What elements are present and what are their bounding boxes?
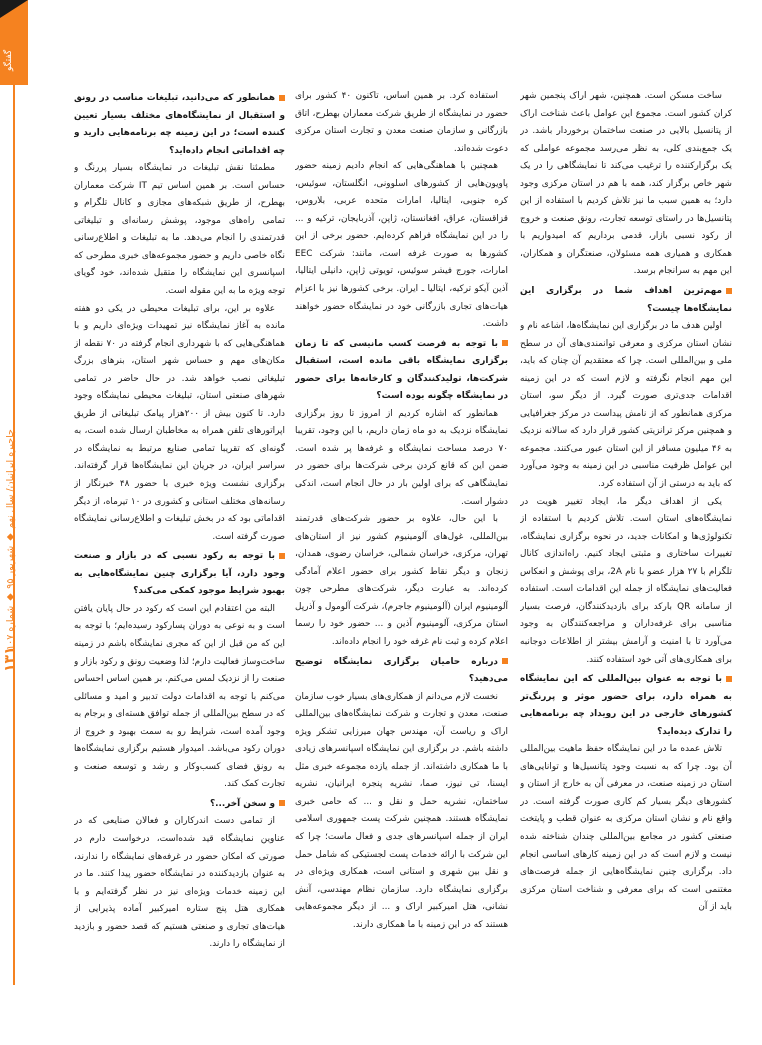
interview-question (74, 548, 285, 601)
corner-decoration (0, 0, 28, 18)
question-marker-icon (279, 95, 285, 101)
column-middle (295, 88, 508, 968)
body-paragraph: همچنین با هماهنگی‌هایی که انجام دادیم زمینه حضور پاویون‌هایی از کشورهای اسلوونی، انگلستان، سوئیس، کره جنوبی، ایتالیا، امارات متحده عربی، بلاروس، قزاقستان، عراق، افغانستان، ژاپن، آذربایجان، ترکیه و ... را در این نمایشگاه فراهم کرده‌ایم. حضور برخی از این کشورها به صورت غرفه است، مانند: شرکت EEC امارات، جورج فیشر سوئیس، تویوتی ژاپن، دانیلی ایتالیا، آذین آیکو ترکیه، ایتالیا ـ ایران. برخی کشورها نیز با اعزام هیات‌های تجاری بازرگانی خود در نمایشگاه حضور خواهند داشت. (295, 161, 508, 330)
column-right (520, 88, 732, 968)
section-tab (0, 0, 28, 85)
section-tag: گفتگو (4, 49, 14, 71)
question-marker-icon (726, 288, 732, 294)
interview-question (74, 90, 285, 160)
question-text: همانطور که می‌دانید، تبلیغات مناسب در رونق و استقبال از نمایشگاه‌های مختلف بسیار تعیین کننده است؛ در این زمینه چه برنامه‌هایی دارید و چه اقداماتی انجام داده‌اید؟ (74, 93, 285, 156)
body-paragraph: با این حال، علاوه بر حضور شرکت‌های قدرتمند بین‌المللی، غول‌های آلومینیوم کشور نیز از استان‌های تهران، مرکزی، خراسان شمالی، خراسان رضوی، همدان، زنجان و دیگر نقاط کشور برای حضور اعلام آمادگی کرده‌اند. به عبارت دیگر، شرکت‌های مطرحی چون آلومینیوم ایران (آلومینیوم جاجرم)، شرکت آلومول و آذرپل استان مرکزی، آلومینیوم آذین و ... حضور خود را رسما اعلام کرده و ثبت نام غرفه خود را انجام داده‌اند. (295, 514, 508, 647)
sidebar (0, 0, 28, 1045)
question-text: درباره حامیان برگزاری نمایشگاه توضیح می‌دهید؟ (295, 656, 508, 685)
interview-question (74, 796, 285, 814)
question-text: با توجه به عنوان بین‌المللی که این نمایشگاه به همراه دارد، برای حضور موثر و پررنگ‌تر کشورهای خارجی در این رویداد چه برنامه‌هایی را تدارک دیده‌اید؟ (520, 674, 732, 737)
question-marker-icon (279, 553, 285, 559)
body-paragraph: تلاش عمده ما در این نمایشگاه حفظ ماهیت بین‌المللی آن بود. چرا که به نسبت وجود پتانسیل‌ها و توانایی‌های استان در زمینه صنعت، در معرفی آن به خارج از استان و کشورهای دیگر بسیار کم کاری صورت گرفته است. در واقع نام و نشان استان مرکزی به عنوان قطب و پایتخت صنعتی کشور در مجامع بین‌المللی چندان شناخته شده نیست و لازم است که در این زمینه کارهای اساسی انجام داد. برگزاری چنین نمایشگاه‌هایی از جمله فرصت‌های مغتنمی است که برای معرفی و شناخت استان مرکزی باید از آن (520, 744, 732, 913)
body-paragraph: علاوه بر این، برای تبلیغات محیطی در یکی دو هفته مانده به آغاز نمایشگاه نیز تمهیدات ویژه‌ای داریم و با هماهنگی‌هایی که با شهرداری انجام گرفته در ۷۰ نقطه از مکان‌های مهم و حساس شهر استان، بنرهای بزرگ تبلیغاتی نصب خواهد شد. در حال حاضر در تمامی شهرهای صنعتی استان، تبلیغات محیطی نمایشگاه وجود دارد. تا کنون بیش از ۲۰۰هزار پیامک تبلیغاتی از طریق اپراتورهای تلفن همراه به مخاطبان ارسال شده است، به گونه‌ای که تقریبا تمامی صنایع مرتبط به نمایشگاه در سراسر ایران، در جریان این نمایشگاه‌ها قرار گرفته‌اند. برگزاری نشست ویژه خبری با حضور ۴۸ خبرنگار از رسانه‌های مختلف استانی و کشوری در ۱۰ تیرماه، از دیگر اقداماتی بود که در بخش تبلیغات و اطلاع‌رسانی نمایشگاه صورت گرفته است. (74, 303, 285, 542)
question-text: و سخن آخر...؟ (209, 798, 275, 809)
question-marker-icon (502, 340, 508, 346)
column-left (74, 88, 285, 968)
issue-info: چاچیره ایرانیان/ سال نهم ◆ شهریور ۹۵ ◆ شماره ۱۰۷ (5, 429, 16, 650)
body-paragraph: همانطور که اشاره کردیم از امروز تا روز برگزاری نمایشگاه نزدیک به دو ماه زمان داریم، با این وجود، تقریبا ۷۰ درصد مساحت نمایشگاه و غرفه‌ها پر شده است. ضمن این که قانع کردن برخی شرکت‌ها برای حضور در نمایشگاهی که برای اولین بار در حال انجام است، اندکی دشوار است. (295, 408, 508, 507)
body-paragraph: یکی از اهداف دیگر ما، ایجاد تغییر هویت در نمایشگاه‌های استان است. تلاش کردیم با استفاده از تکنولوژی‌ها و امکانات جدید، در نحوه برگزاری نمایشگاه، تغییرات ساختاری و مثبتی ایجاد کنیم. راه‌اندازی کانال تلگرام با ۲۷ هزار عضو با نام 2A، برای پوشش و انعکاس فعالیت‌های نمایشگاه از جمله این اقدامات است. استفاده از سامانه QR بارکد برای بازدیدکنندگان، فرصت بسیار مناسبی برای غرفه‌داران و مراجعه‌کنندگان به وجود می‌آورد تا با امنیت و آرامش بیشتر از اطلاعات دوجانبه برای همکاری‌های آتی خود استفاده کنند. (520, 496, 732, 665)
question-marker-icon (279, 800, 285, 806)
interview-question (295, 336, 508, 406)
question-marker-icon (502, 658, 508, 664)
question-text: مهم‌ترین اهداف شما در برگزاری این نمایشگاه‌ها چیست؟ (520, 286, 732, 314)
interview-question (295, 654, 508, 689)
interview-question (520, 283, 732, 318)
body-paragraph: نخست لازم می‌دانم از همکاری‌های بسیار خوب سازمان صنعت، معدن و تجارت و شرکت نمایشگاه‌های بین‌المللی اراک و ریاست آن، مهندس جهان میرزایی تشکر ویژه داشته باشم. در برگزاری این نمایشگاه اسپانسرهای زیادی با ما همکاری داشته‌اند. از جمله یازده مجموعه خبری مثل ایسنا، تی نیوز، صما، نشریه پنجره ایرانیان، نشریه ساختمان، نشریه حمل و نقل و ... که حامی خبری نمایشگاه هستند. همچنین شرکت پست جمهوری اسلامی ایران از جمله اسپانسرهای جدی و فعال ماست؛ چرا که این شرکت با ارائه خدمات پست لجستیکی که شامل حمل و نقل بین شهری و استانی است، همکاری ویژه‌ای در برگزاری نمایشگاه دارد. سازمان نظام مهندسی، آنش نشانی، هتل امیرکبیر اراک و ... از دیگر مجموعه‌هایی هستند که در این زمینه با ما همکاری دارند. (295, 691, 508, 930)
interview-question (520, 671, 732, 741)
body-paragraph: اولین هدف ما در برگزاری این نمایشگاه‌ها، اشاعه نام و نشان استان مرکزی و معرفی توانمندی‌های آن در سطح ملی و بین‌المللی است. چرا که معتقدیم آن چنان که باید، این مهم انجام نگرفته و لازم است که در این زمینه اقدامات جدی‌تری صورت گیرد. از دیگر سو، استان مرکزی همانطور که از نامش پیداست در مرکز جغرافیایی و همچنین مرکز ترانزیتی کشور قرار دارد که سالانه نزدیک به ۴۶ میلیون مسافر از این استان عبور می‌کنند. مجموعه این عوامل ظرفیت مناسبی در این زمینه به وجود می‌آورد که باید به درستی از آن استفاده کرد. (520, 321, 732, 490)
question-text: با توجه به فرصت کسب مانیسی که تا زمان برگزاری نمایشگاه باقی مانده است، استقبال شرکت‌ها، تولیدکنندگان و کارخانه‌ها برای حضور در نمایشگاه چگونه بوده است؟ (295, 338, 508, 402)
question-marker-icon (726, 676, 732, 682)
body-paragraph: از تمامی دست اندرکاران و فعالان صنایعی که در عناوین نمایشگاه قید شده‌است، درخواست دارم در صورتی که امکان حضور در غرفه‌های نمایشگاه را ندارند، به عنوان بازدیدکننده در نمایشگاه حضور پیدا کنند. ما در این زمینه خدمات ویژه‌ای نیز در نظر گرفته‌ایم و با همکاری هتل پنج ستاره امیرکبیر آماده پذیرایی از هیات‌های تجاری و صنعتی هستیم که قصد حضور و بازدید از نمایشگاه را دارند. (74, 816, 285, 950)
body-paragraph: استفاده کرد. بر همین اساس، تاکنون ۴۰ کشور برای حضور در نمایشگاه از طریق شرکت معماران بهطرح، اتاق بازرگانی و سازمان صنعت معدن و تجارت استان مرکزی دعوت شده‌اند. (295, 91, 508, 154)
body-paragraph: البته من اعتقادم این است که رکود در حال پایان یافتن است و به نوعی به دوران پسارکود رسیده‌ایم؛ با توجه به این که من قبل از این که مجری نمایشگاه باشم در زمینه ساخت‌وساز فعالیت دارم؛ لذا وضعیت رونق و رکود بازار و صنعت را از نزدیک لمس می‌کنم. بر همین اساس احساس می‌کنم با توجه به اقدامات دولت تدبیر و امید و مسائلی که در سطح بین‌المللی از جمله توافق هسته‌ای و برجام به وجود آمده است، شرایط رو به سمت بهبود و خروج از دوران رکود می‌باشد. امیدوار هستیم برگزاری نمایشگاه‌ها به رونق فضای کسب‌وکار و رشد و توسعه صنعت و تجارت کمک کند. (74, 603, 285, 790)
body-paragraph: ساخت مسکن است. همچنین، شهر اراک پنجمین شهر کران کشور است. مجموع این عوامل باعث شناخت اراک از پتانسیل بالایی در صنعت ساختمان برخوردار باشد. در یک جمع‌بندی کلی، به نظر می‌رسد مجموعه عواملی که یک برگزارکننده را ترغیب می‌کند تا نمایشگاهی را در یک شهر خاص برگزار کند، همه با هم در استان مرکزی وجود دارد؛ به همین سبب ما نیز تلاش کردیم با استفاده از این پتانسیل‌ها در راستای توسعه تجارت، رونق صنعت و خروج از رکود نسبی بازار، قدمی برداریم که امیدواریم با همکاری و همیاری همه مسئولان، صنعتگران و همکاران، این مهم به سرانجام برسد. (520, 91, 732, 277)
question-text: با توجه به رکود نسبی که در بازار و صنعت وجود دارد، آیا برگزاری چنین نمایشگاه‌هایی به بهبود شرایط موجود کمکی می‌کند؟ (74, 551, 285, 597)
body-paragraph: مطمئنا نقش تبلیغات در نمایشگاه بسیار پررنگ و حساس است. بر همین اساس تیم IT شرکت معماران بهطرح، از طریق شبکه‌های مجازی و کانال تلگرام و تمامی راه‌های موجود، پوشش رسانه‌ای و تبلیغاتی قدرتمندی را انجام می‌دهد. ما به تبلیغات و اطلاع‌رسانی نگاه خاصی داریم و حضور مجموعه‌های خبری مطرحی که اسپانسری این نمایشگاه را متقبل شده‌اند، خود گویای توجه ویژه ما به این مقوله است. (74, 163, 285, 297)
page-number: ۱۳۱ (2, 646, 18, 672)
